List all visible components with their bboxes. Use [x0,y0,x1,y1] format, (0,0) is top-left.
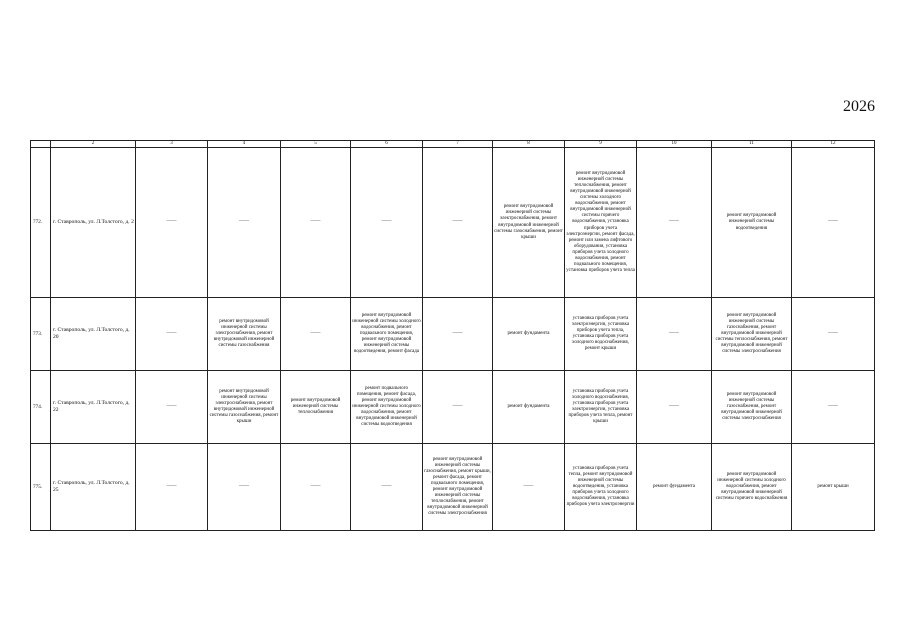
table-cell: —— [281,444,351,531]
table-cell: —— [136,298,208,371]
table-row [31,371,875,444]
address-cell: г. Ставрополь, ул. Л.Толстого, д. 2 [51,148,136,298]
column-header: 10 [637,141,712,148]
table-cell: ремонт внутридомовой инженерной системы электроснабжения, ремонт внутридомовой инженерной системы газоснабжения [208,298,281,371]
address-cell: г. Ставрополь, ул. Л.Толстого, д. 20 [51,298,136,371]
column-header: 12 [792,141,875,148]
column-header: 4 [208,141,281,148]
table-cell: —— [208,444,281,531]
table-cell: —— [281,298,351,371]
table-cell: ремонт крыши [792,444,875,531]
table-cell: ремонт внутридомовой инженерной системы холодного водоснабжения, ремонт подвального помещения, ремонт внутридомовой инженерной системы водоотведения, ремонт фасада [351,298,423,371]
table-cell: ремонт внутридомовой инженерной системы газоснабжения, ремонт внутридомовой инженерной системы электроснабжения [712,371,792,444]
table-cell: ремонт внутридомовой инженерной системы электроснабжения, ремонт внутридомовой инженерной системы газоснабжения, ремонт крыши [493,148,565,298]
table-cell: ремонт фундамента [637,444,712,531]
table-cell: —— [792,298,875,371]
column-header: 6 [351,141,423,148]
table-cell: ремонт внутридомовой инженерной системы холодного водоснабжения, ремонт внутридомовой инженерной системы горячего водоснабжения [712,444,792,531]
table-cell: ремонт внутридомовой инженерной системы газоснабжения, ремонт крыши, ремонт фасада, ремонт подвального помещения, ремонт внутридомовой инженерной системы теплоснабжения, ремонт внутридомовой инженерной системы электроснабжения [423,444,493,531]
table-cell: —— [136,371,208,444]
table-cell: ремонт внутридомовой инженерной системы теплоснабжения [281,371,351,444]
column-header: 9 [565,141,637,148]
row-number: 774. [31,371,51,444]
table-cell: —— [281,148,351,298]
table-cell: —— [423,298,493,371]
row-number: 773. [31,298,51,371]
table-cell: ремонт фундамента [493,371,565,444]
column-header: 8 [493,141,565,148]
table-cell: —— [637,298,712,371]
table-cell: установка приборов учета тепла, ремонт внутридомовой инженерной системы водоотведения, установка приборов учета холодного водоснабжения, установка приборов учета электроэнергии [565,444,637,531]
table-cell: —— [423,148,493,298]
row-number: 772. [31,148,51,298]
table-cell: —— [792,371,875,444]
column-header: 2 [51,141,136,148]
column-header: 7 [423,141,493,148]
page-year: 2026 [843,98,875,115]
table-row [31,444,875,531]
table-cell: —— [792,148,875,298]
column-header: 5 [281,141,351,148]
table-cell: —— [423,371,493,444]
table-cell: ремонт подвального помещения, ремонт фасада, ремонт внутридомовой инженерной системы холодного водоснабжения, ремонт внутридомовой инженерной системы водоотведения [351,371,423,444]
table-cell: ремонт внутридомовой инженерной системы газоснабжения, ремонт внутридомовой инженерной системы теплоснабжения, ремонт внутридомовой инженерной системы электроснабжения [712,298,792,371]
table-cell: —— [136,148,208,298]
table-cell: —— [351,148,423,298]
table-cell: —— [208,148,281,298]
table-cell: установка приборов учета холодного водоснабжения, установка приборов учета электроэнергии, установка приборов учета тепла, ремонт крыши [565,371,637,444]
table-cell: —— [493,444,565,531]
column-header-row [31,141,875,148]
table-cell: ремонт внутридомовой инженерной системы теплоснабжения, ремонт внутридомовой инженерной системы холодного водоснабжения, ремонт внутридомовой инженерной системы горячего водоснабжения, установка приборов учета электроэнергии, ремонт фасада, ремонт или замена лифтового оборудования, установка приборов учета холодного водоснабжения, ремонт подвального помещения, установка приборов учета тепла [565,148,637,298]
table-row [31,298,875,371]
table-cell: —— [136,444,208,531]
column-header: 11 [712,141,792,148]
table-cell: ремонт фундамента [493,298,565,371]
column-header: 3 [136,141,208,148]
address-cell: г. Ставрополь, ул. Л.Толстого, д. 22 [51,371,136,444]
table-cell: ремонт внутридомовой инженерной системы электроснабжения, ремонт внутридомовой инженерной системы газоснабжения, ремонт крыши [208,371,281,444]
table-cell: установка приборов учета электроэнергии, установка приборов учета тепла, установка приборов учета холодного водоснабжения, ремонт крыши [565,298,637,371]
table-cell: —— [637,148,712,298]
repair-plan-table [30,140,875,531]
row-number: 775. [31,444,51,531]
table-cell: —— [351,444,423,531]
address-cell: г. Ставрополь, ул. Л.Толстого, д. 25 [51,444,136,531]
column-header [31,141,51,148]
table-cell: —— [637,371,712,444]
table-cell: ремонт внутридомовой инженерной системы водоотведения [712,148,792,298]
table-row [31,148,875,298]
